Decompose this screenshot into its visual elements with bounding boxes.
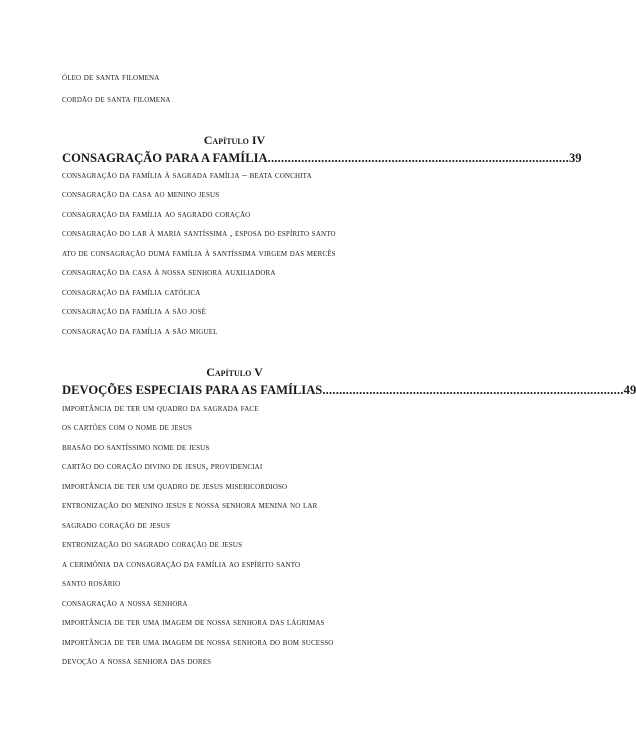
toc-entry: consagração do lar à maria santíssima , esposa do espírito santo (62, 228, 336, 239)
toc-entry: óleo de santa filomena (62, 72, 160, 83)
toc-entry: a cerimônia da consagração da família ao espírito santo (62, 559, 301, 570)
toc-entry: consagração da família a são josé (62, 306, 206, 317)
toc-entry: consagração da família a são miguel (62, 326, 218, 337)
chapter-label: Capítulo IV (203, 133, 266, 147)
chapter-title (62, 383, 636, 398)
toc-entry: cartão do coração divino de jesus, providenciai (62, 461, 263, 472)
toc-entry: entronização do menino jesus e nossa senhora menina no lar (62, 500, 318, 511)
chapter-label: Capítulo V (206, 365, 263, 379)
toc-entry: santo rosário (62, 578, 121, 589)
toc-entry: ato de consagração duma família à santíssima virgem das mercês (62, 248, 336, 259)
toc-entry: importância de ter um quadro de jesus misericordioso (62, 481, 288, 492)
chapter-title (62, 151, 582, 166)
toc-entry: consagração da casa à nossa senhora auxiliadora (62, 267, 276, 278)
leader-dots: .......................................................................................... (267, 151, 569, 165)
toc-entry: consagração da família católica (62, 287, 201, 298)
toc-entry: entronização do sagrado coração de jesus (62, 539, 243, 550)
toc-entry: brasão do santíssimo nome de jesus (62, 442, 210, 453)
toc-entry: consagração da casa ao menino jesus (62, 189, 220, 200)
toc-entry: sagrado coração de jesus (62, 520, 171, 531)
chapter-title-text: CONSAGRAÇÃO PARA A FAMÍLIA (62, 151, 268, 165)
page-number: 39 (568, 151, 582, 165)
toc-entry: importância de ter uma imagem de nossa senhora do bom sucesso (62, 637, 334, 648)
page-number: 49 (623, 383, 636, 397)
toc-entry: importância de ter um quadro da sagrada face (62, 403, 259, 414)
leader-dots: .......................................................................................... (322, 383, 624, 397)
toc-entry: os cartões com o nome de jesus (62, 422, 193, 433)
toc-entry: consagração da família à sagrada família – beata conchita (62, 170, 312, 181)
toc-entry: devoção a nossa senhora das dores (62, 656, 212, 667)
chapter-title-text: DEVOÇÕES ESPECIAIS PARA AS FAMÍLIAS (62, 383, 323, 397)
toc-entry: cordão de santa filomena (62, 94, 171, 105)
toc-entry: consagração da família ao sagrado coração (62, 209, 251, 220)
toc-entry: importância de ter uma imagem de nossa senhora das lágrimas (62, 617, 325, 628)
toc-entry: consagração a nossa senhora (62, 598, 188, 609)
